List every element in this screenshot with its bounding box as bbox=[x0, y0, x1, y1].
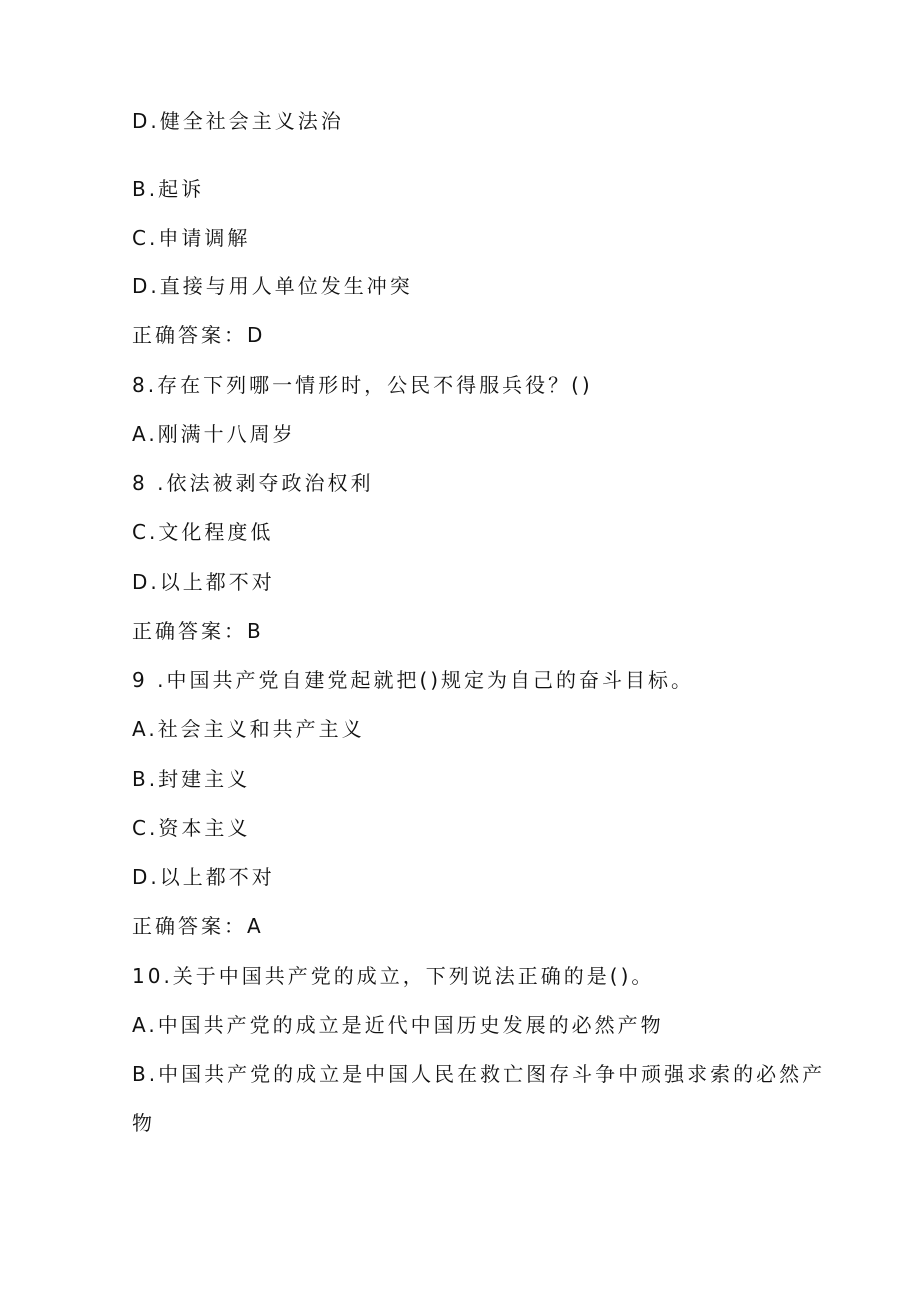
option-d-q8: D.以上都不对 bbox=[132, 570, 275, 594]
answer-q9: 正确答案：A bbox=[132, 914, 264, 938]
question-9: 9 .中国共产党自建党起就把()规定为自己的奋斗目标。 bbox=[132, 668, 695, 692]
answer-q7: 正确答案：D bbox=[132, 323, 266, 347]
option-b-q10: B.中国共产党的成立是中国人民在救亡图存斗争中顽强求索的必然产 bbox=[132, 1062, 826, 1086]
option-c-q8: C.文化程度低 bbox=[132, 520, 274, 544]
option-b-q7: B.起诉 bbox=[132, 177, 205, 201]
option-c-q9: C.资本主义 bbox=[132, 816, 251, 840]
option-a-q10: A.中国共产党的成立是近代中国历史发展的必然产物 bbox=[132, 1013, 664, 1037]
option-b-q10-continued: 物 bbox=[132, 1111, 155, 1135]
option-b-q8: 8 .依法被剥夺政治权利 bbox=[132, 471, 374, 495]
answer-q8: 正确答案：B bbox=[132, 619, 264, 643]
question-8: 8.存在下列哪一情形时，公民不得服兵役？() bbox=[132, 373, 593, 397]
option-d-q7: D.直接与用人单位发生冲突 bbox=[132, 274, 413, 298]
option-d-q6: D.健全社会主义法治 bbox=[132, 109, 344, 133]
option-b-q9: B.封建主义 bbox=[132, 767, 251, 791]
option-c-q7: C.申请调解 bbox=[132, 226, 251, 250]
question-10: 10.关于中国共产党的成立，下列说法正确的是()。 bbox=[132, 964, 655, 988]
option-a-q9: A.社会主义和共产主义 bbox=[132, 717, 365, 741]
option-a-q8: A.刚满十八周岁 bbox=[132, 422, 296, 446]
option-d-q9: D.以上都不对 bbox=[132, 865, 275, 889]
